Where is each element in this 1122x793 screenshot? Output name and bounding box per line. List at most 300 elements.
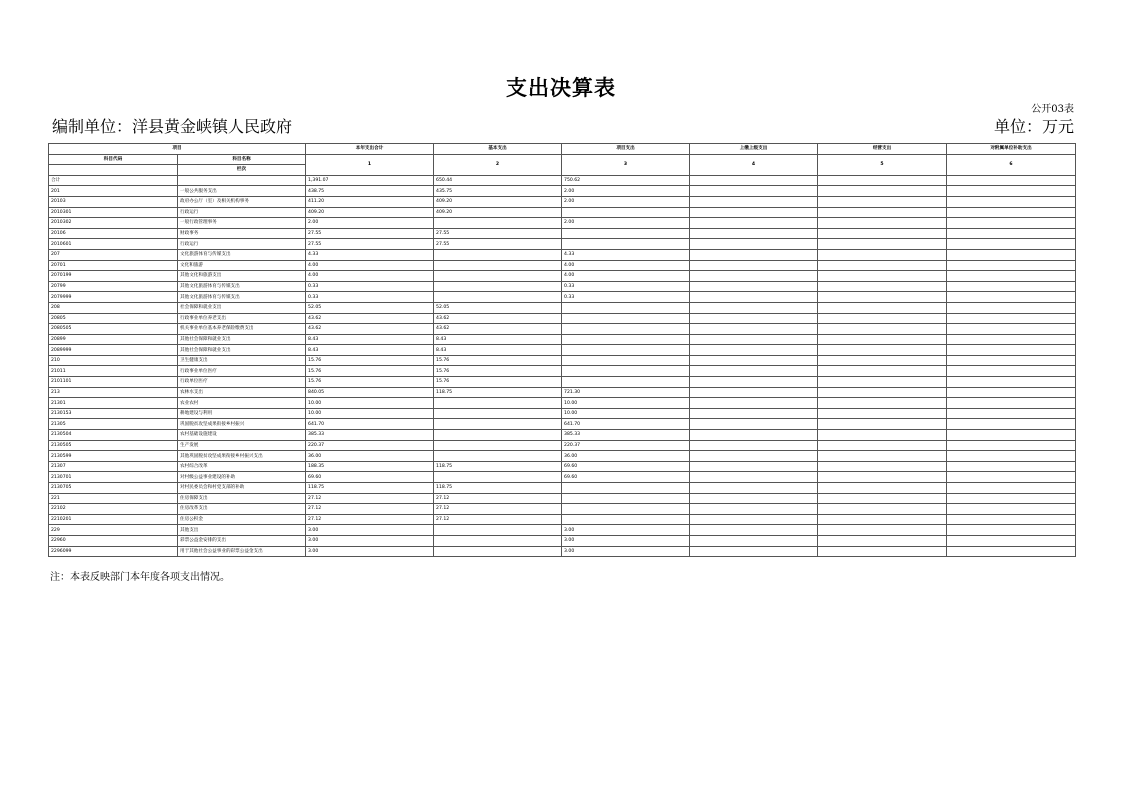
table-row xyxy=(49,387,1076,398)
col-num-3: 3 xyxy=(562,154,690,175)
table-row xyxy=(49,175,1076,186)
cell-total: 15.76 xyxy=(306,366,434,377)
cell-project: 2.00 xyxy=(562,186,690,197)
cell-basic: 8.43 xyxy=(434,334,562,345)
cell-total: 1,391.07 xyxy=(306,175,434,186)
cell-business xyxy=(818,324,947,335)
cell-business xyxy=(818,535,947,546)
cell-business xyxy=(818,292,947,303)
cell-total: 43.62 xyxy=(306,324,434,335)
cell-project xyxy=(562,355,690,366)
table-row xyxy=(49,472,1076,483)
cell-basic xyxy=(434,451,562,462)
cell-basic: 27.12 xyxy=(434,493,562,504)
cell-subsidy xyxy=(947,525,1076,536)
cell-code: 20899 xyxy=(49,334,178,345)
table-row xyxy=(49,239,1076,250)
cell-upper xyxy=(690,218,818,229)
cell-subsidy xyxy=(947,228,1076,239)
cell-business xyxy=(818,239,947,250)
cell-name: 一般公共服务支出 xyxy=(178,186,306,197)
cell-subsidy xyxy=(947,546,1076,557)
table-row xyxy=(49,366,1076,377)
cell-total: 641.70 xyxy=(306,419,434,430)
cell-code: 2296099 xyxy=(49,546,178,557)
cell-name: 机关事业单位基本养老保险缴费支出 xyxy=(178,324,306,335)
cell-project: 220.37 xyxy=(562,440,690,451)
cell-name: 住房保障支出 xyxy=(178,493,306,504)
cell-business xyxy=(818,271,947,282)
cell-upper xyxy=(690,324,818,335)
cell-subsidy xyxy=(947,514,1076,525)
cell-basic: 52.05 xyxy=(434,302,562,313)
cell-total: 27.12 xyxy=(306,514,434,525)
cell-name: 财政事务 xyxy=(178,228,306,239)
cell-name: 其他社会保障和就业支出 xyxy=(178,334,306,345)
cell-code: 201 xyxy=(49,186,178,197)
cell-business xyxy=(818,419,947,430)
table-row xyxy=(49,249,1076,260)
cell-upper xyxy=(690,461,818,472)
cell-total: 3.00 xyxy=(306,546,434,557)
cell-code: 合计 xyxy=(49,175,178,186)
cell-code: 21011 xyxy=(49,366,178,377)
cell-code: 221 xyxy=(49,493,178,504)
header-total: 本年支出合计 xyxy=(306,144,434,155)
header-row-label: 栏次 xyxy=(178,165,306,176)
table-row xyxy=(49,355,1076,366)
cell-code: 21305 xyxy=(49,419,178,430)
cell-business xyxy=(818,387,947,398)
cell-project xyxy=(562,483,690,494)
cell-project: 4.00 xyxy=(562,260,690,271)
col-num-1: 1 xyxy=(306,154,434,175)
cell-total: 2.00 xyxy=(306,218,434,229)
cell-subsidy xyxy=(947,377,1076,388)
cell-basic xyxy=(434,419,562,430)
col-num-2: 2 xyxy=(434,154,562,175)
cell-subsidy xyxy=(947,535,1076,546)
cell-code: 210 xyxy=(49,355,178,366)
cell-total: 8.43 xyxy=(306,345,434,356)
header-code: 科目代码 xyxy=(49,154,178,165)
cell-subsidy xyxy=(947,387,1076,398)
cell-total: 52.05 xyxy=(306,302,434,313)
cell-project xyxy=(562,493,690,504)
cell-subsidy xyxy=(947,461,1076,472)
cell-basic: 118.75 xyxy=(434,483,562,494)
currency-unit: 单位：万元 xyxy=(993,117,1074,136)
cell-code: 2130599 xyxy=(49,451,178,462)
cell-code: 229 xyxy=(49,525,178,536)
cell-project: 10.00 xyxy=(562,408,690,419)
cell-subsidy xyxy=(947,324,1076,335)
cell-total: 385.33 xyxy=(306,430,434,441)
cell-code: 20805 xyxy=(49,313,178,324)
cell-project: 10.00 xyxy=(562,398,690,409)
cell-business xyxy=(818,281,947,292)
cell-subsidy xyxy=(947,313,1076,324)
cell-total: 118.75 xyxy=(306,483,434,494)
cell-project xyxy=(562,504,690,515)
cell-name: 生产发展 xyxy=(178,440,306,451)
cell-code: 2130504 xyxy=(49,430,178,441)
cell-name: 行政事业单位养老支出 xyxy=(178,313,306,324)
cell-upper xyxy=(690,196,818,207)
cell-upper xyxy=(690,207,818,218)
cell-project xyxy=(562,324,690,335)
cell-upper xyxy=(690,398,818,409)
cell-business xyxy=(818,366,947,377)
cell-upper xyxy=(690,271,818,282)
cell-project: 36.00 xyxy=(562,451,690,462)
cell-code: 20106 xyxy=(49,228,178,239)
cell-upper xyxy=(690,546,818,557)
header-basic: 基本支出 xyxy=(434,144,562,155)
form-number: 公开03表 xyxy=(1031,104,1074,115)
table-row xyxy=(49,260,1076,271)
cell-total: 4.00 xyxy=(306,260,434,271)
cell-name: 政府办公厅（室）及相关机构事务 xyxy=(178,196,306,207)
cell-upper xyxy=(690,430,818,441)
cell-total: 27.12 xyxy=(306,504,434,515)
page-title: 支出决算表 xyxy=(506,75,616,100)
col-num-4: 4 xyxy=(690,154,818,175)
col-num-5: 5 xyxy=(818,154,947,175)
cell-name xyxy=(178,175,306,186)
table-row xyxy=(49,302,1076,313)
cell-code: 2130705 xyxy=(49,483,178,494)
cell-subsidy xyxy=(947,260,1076,271)
cell-name: 其他文化旅游体育与传媒支出 xyxy=(178,281,306,292)
cell-code: 2070199 xyxy=(49,271,178,282)
cell-basic xyxy=(434,546,562,557)
cell-subsidy xyxy=(947,218,1076,229)
cell-name: 农林水支出 xyxy=(178,387,306,398)
cell-name: 行政单位医疗 xyxy=(178,377,306,388)
cell-code: 2089999 xyxy=(49,345,178,356)
cell-code: 2130505 xyxy=(49,440,178,451)
cell-name: 行政运行 xyxy=(178,239,306,250)
cell-code: 2101101 xyxy=(49,377,178,388)
cell-basic: 409.20 xyxy=(434,196,562,207)
cell-project xyxy=(562,366,690,377)
cell-basic xyxy=(434,218,562,229)
cell-basic xyxy=(434,398,562,409)
cell-subsidy xyxy=(947,334,1076,345)
cell-basic xyxy=(434,472,562,483)
cell-name: 其他文化和旅游支出 xyxy=(178,271,306,282)
cell-project: 4.33 xyxy=(562,249,690,260)
cell-business xyxy=(818,207,947,218)
col-num-6: 6 xyxy=(947,154,1076,175)
cell-basic xyxy=(434,430,562,441)
cell-project: 385.33 xyxy=(562,430,690,441)
cell-basic: 118.75 xyxy=(434,387,562,398)
cell-basic: 27.12 xyxy=(434,514,562,525)
header-business: 经营支出 xyxy=(818,144,947,155)
header-item: 项目 xyxy=(49,144,306,155)
cell-code: 2130153 xyxy=(49,408,178,419)
table-row xyxy=(49,493,1076,504)
cell-business xyxy=(818,493,947,504)
cell-total: 8.43 xyxy=(306,334,434,345)
cell-subsidy xyxy=(947,472,1076,483)
cell-name: 农村综合改革 xyxy=(178,461,306,472)
cell-name: 农村基础设施建设 xyxy=(178,430,306,441)
cell-subsidy xyxy=(947,239,1076,250)
cell-name: 文化和旅游 xyxy=(178,260,306,271)
cell-total: 27.12 xyxy=(306,493,434,504)
cell-upper xyxy=(690,239,818,250)
cell-basic xyxy=(434,440,562,451)
cell-total: 15.76 xyxy=(306,377,434,388)
cell-subsidy xyxy=(947,430,1076,441)
table-row xyxy=(49,196,1076,207)
cell-subsidy xyxy=(947,408,1076,419)
cell-upper xyxy=(690,345,818,356)
cell-name: 其他社会保障和就业支出 xyxy=(178,345,306,356)
cell-subsidy xyxy=(947,451,1076,462)
cell-subsidy xyxy=(947,207,1076,218)
cell-business xyxy=(818,355,947,366)
cell-project: 3.00 xyxy=(562,535,690,546)
cell-basic: 43.62 xyxy=(434,313,562,324)
cell-business xyxy=(818,377,947,388)
cell-upper xyxy=(690,493,818,504)
cell-basic xyxy=(434,249,562,260)
cell-basic: 118.75 xyxy=(434,461,562,472)
cell-business xyxy=(818,525,947,536)
cell-project: 4.00 xyxy=(562,271,690,282)
table-row xyxy=(49,398,1076,409)
cell-project xyxy=(562,228,690,239)
table-row xyxy=(49,313,1076,324)
cell-upper xyxy=(690,302,818,313)
cell-code: 213 xyxy=(49,387,178,398)
cell-upper xyxy=(690,419,818,430)
cell-total: 188.35 xyxy=(306,461,434,472)
cell-code: 2010302 xyxy=(49,218,178,229)
cell-name: 农业农村 xyxy=(178,398,306,409)
cell-upper xyxy=(690,355,818,366)
table-row xyxy=(49,451,1076,462)
cell-total: 27.55 xyxy=(306,228,434,239)
table-row xyxy=(49,207,1076,218)
cell-business xyxy=(818,514,947,525)
cell-code: 22960 xyxy=(49,535,178,546)
cell-upper xyxy=(690,366,818,377)
cell-business xyxy=(818,313,947,324)
cell-name: 一般行政管理事务 xyxy=(178,218,306,229)
table-row xyxy=(49,324,1076,335)
cell-upper xyxy=(690,451,818,462)
table-row xyxy=(49,186,1076,197)
cell-business xyxy=(818,440,947,451)
cell-total: 4.33 xyxy=(306,249,434,260)
cell-project: 750.62 xyxy=(562,175,690,186)
cell-name: 其他文化旅游体育与传媒支出 xyxy=(178,292,306,303)
cell-basic xyxy=(434,281,562,292)
cell-business xyxy=(818,408,947,419)
cell-code: 20701 xyxy=(49,260,178,271)
cell-upper xyxy=(690,387,818,398)
cell-code: 20103 xyxy=(49,196,178,207)
cell-business xyxy=(818,218,947,229)
cell-subsidy xyxy=(947,292,1076,303)
cell-subsidy xyxy=(947,419,1076,430)
table-row xyxy=(49,292,1076,303)
cell-code: 2210201 xyxy=(49,514,178,525)
table-row xyxy=(49,408,1076,419)
cell-total: 27.55 xyxy=(306,239,434,250)
cell-business xyxy=(818,196,947,207)
cell-subsidy xyxy=(947,493,1076,504)
cell-upper xyxy=(690,535,818,546)
cell-code: 2010601 xyxy=(49,239,178,250)
cell-business xyxy=(818,334,947,345)
cell-total: 840.05 xyxy=(306,387,434,398)
cell-project: 3.00 xyxy=(562,525,690,536)
cell-code: 21307 xyxy=(49,461,178,472)
cell-project xyxy=(562,239,690,250)
cell-project: 2.00 xyxy=(562,196,690,207)
cell-total: 4.00 xyxy=(306,271,434,282)
cell-business xyxy=(818,228,947,239)
table-row xyxy=(49,440,1076,451)
cell-total: 10.00 xyxy=(306,398,434,409)
cell-business xyxy=(818,249,947,260)
cell-project xyxy=(562,345,690,356)
header-subsidy: 对附属单位补助支出 xyxy=(947,144,1076,155)
cell-subsidy xyxy=(947,249,1076,260)
cell-business xyxy=(818,483,947,494)
cell-name: 行政事业单位医疗 xyxy=(178,366,306,377)
header-name: 科目名称 xyxy=(178,154,306,165)
cell-business xyxy=(818,461,947,472)
cell-total: 438.75 xyxy=(306,186,434,197)
cell-project xyxy=(562,377,690,388)
cell-name: 其他巩固脱贫攻坚成果衔接乡村振兴支出 xyxy=(178,451,306,462)
cell-project xyxy=(562,514,690,525)
cell-business xyxy=(818,186,947,197)
cell-upper xyxy=(690,440,818,451)
table-row xyxy=(49,218,1076,229)
table-row xyxy=(49,228,1076,239)
cell-upper xyxy=(690,313,818,324)
header-project: 项目支出 xyxy=(562,144,690,155)
cell-upper xyxy=(690,260,818,271)
cell-name: 彩票公益金安排的支出 xyxy=(178,535,306,546)
cell-name: 对村民委员会和村党支部的补助 xyxy=(178,483,306,494)
cell-basic xyxy=(434,271,562,282)
cell-basic: 650.44 xyxy=(434,175,562,186)
table-row xyxy=(49,430,1076,441)
table-row xyxy=(49,504,1076,515)
cell-subsidy xyxy=(947,196,1076,207)
table-row xyxy=(49,514,1076,525)
cell-project xyxy=(562,334,690,345)
cell-upper xyxy=(690,483,818,494)
cell-basic xyxy=(434,535,562,546)
cell-upper xyxy=(690,334,818,345)
expenditure-table xyxy=(48,143,1076,557)
footnote: 注：本表反映部门本年度各项支出情况。 xyxy=(50,572,230,583)
cell-total: 15.76 xyxy=(306,355,434,366)
table-row xyxy=(49,271,1076,282)
cell-basic: 8.43 xyxy=(434,345,562,356)
cell-total: 411.20 xyxy=(306,196,434,207)
table-row xyxy=(49,461,1076,472)
cell-upper xyxy=(690,186,818,197)
cell-subsidy xyxy=(947,398,1076,409)
cell-business xyxy=(818,546,947,557)
cell-basic: 15.76 xyxy=(434,377,562,388)
cell-basic: 435.75 xyxy=(434,186,562,197)
cell-project: 0.33 xyxy=(562,292,690,303)
cell-total: 69.60 xyxy=(306,472,434,483)
cell-subsidy xyxy=(947,281,1076,292)
cell-subsidy xyxy=(947,186,1076,197)
table-row xyxy=(49,546,1076,557)
cell-project: 721.30 xyxy=(562,387,690,398)
cell-project: 69.60 xyxy=(562,472,690,483)
cell-upper xyxy=(690,525,818,536)
table-row xyxy=(49,345,1076,356)
cell-basic: 27.55 xyxy=(434,239,562,250)
cell-business xyxy=(818,345,947,356)
cell-basic xyxy=(434,525,562,536)
cell-total: 3.00 xyxy=(306,535,434,546)
cell-basic xyxy=(434,260,562,271)
cell-total: 43.62 xyxy=(306,313,434,324)
cell-name: 对村级公益事业建设的补助 xyxy=(178,472,306,483)
cell-basic: 27.55 xyxy=(434,228,562,239)
cell-total: 10.00 xyxy=(306,408,434,419)
cell-basic: 43.62 xyxy=(434,324,562,335)
cell-name: 巩固脱贫攻坚成果衔接乡村振兴 xyxy=(178,419,306,430)
cell-business xyxy=(818,451,947,462)
cell-subsidy xyxy=(947,483,1076,494)
cell-total: 3.00 xyxy=(306,525,434,536)
cell-name: 住房改革支出 xyxy=(178,504,306,515)
cell-basic xyxy=(434,292,562,303)
cell-basic: 15.76 xyxy=(434,355,562,366)
cell-total: 409.20 xyxy=(306,207,434,218)
cell-name: 耕地建设与利用 xyxy=(178,408,306,419)
cell-name: 行政运行 xyxy=(178,207,306,218)
cell-code: 2079999 xyxy=(49,292,178,303)
cell-code: 2130701 xyxy=(49,472,178,483)
cell-upper xyxy=(690,281,818,292)
cell-subsidy xyxy=(947,504,1076,515)
cell-project: 3.00 xyxy=(562,546,690,557)
cell-upper xyxy=(690,377,818,388)
cell-business xyxy=(818,430,947,441)
cell-total: 220.37 xyxy=(306,440,434,451)
compiler-unit: 编制单位：洋县黄金峡镇人民政府 xyxy=(52,117,293,136)
cell-name: 用于其他社会公益事业的彩票公益金支出 xyxy=(178,546,306,557)
header-upper: 上缴上级支出 xyxy=(690,144,818,155)
cell-subsidy xyxy=(947,302,1076,313)
cell-code: 2080505 xyxy=(49,324,178,335)
cell-business xyxy=(818,398,947,409)
cell-project: 69.60 xyxy=(562,461,690,472)
cell-project xyxy=(562,302,690,313)
cell-upper xyxy=(690,514,818,525)
cell-project: 641.70 xyxy=(562,419,690,430)
cell-project: 0.33 xyxy=(562,281,690,292)
